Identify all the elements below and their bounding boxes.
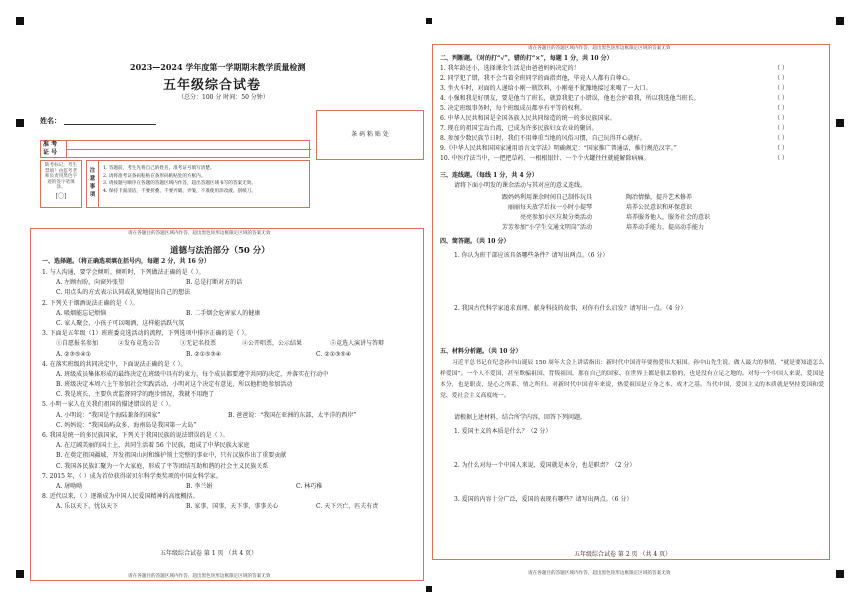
answer-paren[interactable]: （ ） — [774, 95, 788, 102]
material-prompt: 请根据上述材料，结合所学内容，回答下列问题。 — [454, 414, 587, 421]
answer-space[interactable] — [454, 472, 822, 494]
notes-label: 注 意 事 项 — [87, 161, 99, 207]
exam-title: 2023—2024 学年度第一学期期末教学质量检测 — [130, 62, 306, 72]
judge-item: 1. 我年龄还小，选择课余生活是由爸爸妈妈决定的！ — [440, 65, 580, 72]
judge-item: 4. 小强和我是好朋友，要是他当了班长，就算我犯了小错误，他也会护着我，所以我选他当班长。 — [440, 95, 700, 102]
option[interactable]: C. 我国各民族汇聚为一个大家庭，形成了平等团结互助和谐的社会主义民族关系 — [56, 462, 269, 470]
name-field[interactable] — [64, 124, 156, 125]
registration-mark — [16, 119, 24, 127]
material-question: 3. 爱国的内容十分广泛，爱国的表现有哪些？请写出两点。（6 分） — [454, 496, 633, 503]
page-footer: 五年级综合试卷 第 1 页 （共 4 页） — [160, 550, 258, 557]
name-label: 姓名： — [40, 116, 61, 125]
option[interactable]: C. 家人聚会，小孩子可以喝酒，这样能活跃气氛 — [56, 319, 185, 327]
question: 5. 小明一家人在关我们祖国的描述错误的是（ ）。 — [42, 401, 175, 409]
answer-paren[interactable]: （ ） — [774, 85, 788, 92]
answer-paren[interactable]: （ ） — [774, 135, 788, 142]
option[interactable]: A. 左顾右盼，向窗外张望 — [56, 279, 125, 287]
absent-checkbox[interactable]: [〇] — [55, 192, 67, 200]
grade-title: 五年级综合试卷 — [163, 78, 262, 93]
short-question: 2. 我国古代科学家追求真理、献身科技的故事，对你有什么启发？请写出一点。（4 分） — [454, 305, 687, 312]
registration-mark — [426, 586, 432, 592]
registration-mark — [836, 17, 844, 25]
material-question: 2. 为什么对每一个中国人来说，爱国就是本分，也是职责？（2 分） — [454, 462, 636, 469]
answer-space[interactable] — [454, 315, 822, 345]
id-grid-line — [67, 149, 311, 150]
material-text: 习近平总书记在纪念孙中山诞辰 150 周年大会上讲话指出：新时代中国青年要热爱伟大祖国。孙中山先生说，做人最大的事情，“就是要知道怎么样爱国”。一个人不爱国，甚至欺骗祖国、背叛祖国，那在自己的国家、在世界上都是很丢脸的，也是没有立足之地的。对每一个中国人来说，爱国是本分，也是职责，是心之所系、情之所归。对新时代中国青年来说，热爱祖国是立身之本、成才之基。当代中国，爱国主义的本质就是坚持爱国和爱党、爱社会主义高度统一。 — [440, 360, 824, 399]
question: 7. 2015 年，（ ）成为首位获得诺贝尔科学类奖项的中国女科学家。 — [42, 472, 222, 480]
absent-note: 缺考标记，考生禁填！由监考老师负责用黑色字迹的签字笔填涂。 — [44, 163, 78, 190]
answer-paren[interactable]: （ ） — [774, 65, 788, 72]
registration-mark — [836, 119, 844, 127]
option[interactable]: B. 爸爸说：“我国在亚洲的东部，太平洋的西岸” — [228, 411, 357, 419]
match-right-column — [626, 194, 710, 234]
match-right-item[interactable]: 培养公民意识和环保意识 — [626, 204, 693, 211]
id-grid[interactable] — [40, 140, 310, 158]
option[interactable]: A. 乐以天下、忧以天下 — [56, 503, 119, 511]
part1-title: 一、选择题。（将正确选项填在括号内，每题 2 分，共 16 分） — [42, 258, 210, 265]
barcode-box — [316, 110, 424, 160]
question: 3. 下面是五年级（1）班班委竞选活动的流程，下列选项中排序正确的是（ ）。 — [42, 330, 251, 338]
option[interactable]: B. 班级决定本周六上午参加社会实践活动，小明对这个决定有意见，所以他拒绝参加活动 — [56, 381, 293, 389]
answer-paren[interactable]: （ ） — [774, 145, 788, 152]
judge-item: 3. 坐火车时，对面的人递给小刚一瓶饮料，小刚毫不犹豫地接过来喝了一大口。 — [440, 85, 652, 92]
answer-paren[interactable]: （ ） — [774, 125, 788, 132]
match-right-item[interactable]: 培养服务他人，服务社会的意识 — [626, 214, 711, 221]
judge-item: 5. 决定班级事务时，每个班级成员都享有平等的权利。 — [440, 105, 586, 112]
answer-space[interactable] — [454, 262, 822, 302]
step-item: ①自愿报名参加 — [56, 340, 99, 348]
judge-item: 7. 现在的祖国宝岛台湾，已成为许多民族妇女农业的聚居。 — [440, 125, 598, 132]
question: 2. 下列关于烟酒说法正确的是（ ）。 — [42, 299, 139, 307]
part3-intro: 请将下面小明发的课余活动与其对应的意义连线。 — [454, 182, 587, 189]
judge-item: 8. 参加少数民族节日时，我们不用尊重当地的风俗习惯，自己玩得开心就好。 — [440, 135, 646, 142]
answer-paren[interactable]: （ ） — [774, 75, 788, 82]
option[interactable]: B. 李兰娟 — [186, 482, 213, 490]
option[interactable]: C. 妈妈说：“我国岛屿众多，海南岛是我国第一大岛” — [56, 421, 197, 429]
absent-mark-box[interactable] — [40, 160, 82, 208]
match-left-item[interactable]: 丽丽每天放学后拉一小时小提琴 — [507, 204, 592, 211]
registration-mark — [16, 570, 24, 578]
step-item: ③无记名投票 — [180, 340, 217, 348]
part4-title: 四、简答题。（共 10 分） — [440, 238, 510, 245]
option[interactable]: B. ②①⑤③④ — [186, 350, 222, 358]
option[interactable]: B. 家事、国事、天下事，事事关心 — [186, 503, 279, 511]
material-question: 1. 爱国主义的本质是什么？（2 分） — [454, 428, 552, 435]
option[interactable]: C. 我是班长，主要负责监督同学的跑步情况，我就不用跑了 — [56, 391, 215, 399]
step-item: ④公开唱票，公示结果 — [242, 340, 303, 348]
option[interactable]: C. 用点头的方式表示认同或礼貌地提出自己的想法 — [56, 289, 191, 297]
answer-paren[interactable]: （ ） — [774, 155, 788, 162]
page-footer: 五年级综合试卷 第 2 页 （共 4 页） — [574, 551, 672, 558]
judge-answer-column[interactable] — [774, 65, 788, 165]
match-left-item[interactable]: 跟妈妈利用课余时间自己制作玩具 — [501, 194, 592, 201]
answer-space[interactable] — [454, 438, 822, 460]
option[interactable]: C. ②①③⑤④ — [316, 350, 352, 358]
judge-item: 9.《中华人民共和国国家通用语言文字法》明确规定：“国家推广普通话，推行规范汉字。” — [440, 145, 677, 152]
part5-title: 五、材料分析题。（共 10 分） — [440, 348, 522, 355]
match-left-item[interactable]: 芳芳参加“小学生交通文明岗”活动 — [501, 224, 592, 231]
warning-note: 请在各题目的答题区域内作答，超出黑色矩形边框限定区域的答案无效 — [528, 46, 671, 51]
question: 8. 近代以来，（ ）逐渐成为中国人民爱国精神的高度概括。 — [42, 493, 199, 501]
id-label: 准 考 证 号 — [41, 141, 67, 157]
judge-item: 6. 中华人民共和国是全国各族人民共同缔造的统一的多民族国家。 — [440, 115, 616, 122]
score-line: （总分：100 分 时间：50 分钟） — [178, 94, 269, 101]
registration-mark — [836, 570, 844, 578]
judge-list — [440, 65, 826, 165]
answer-space[interactable] — [454, 506, 822, 546]
option[interactable]: A. 屠呦呦 — [56, 482, 83, 490]
choice-questions — [42, 269, 420, 511]
note-item: 2. 请将准考证条码粘贴在条形码粘贴处的方框内。 — [103, 173, 206, 179]
warning-note: 请在各题目的答题区域内作答，超出黑色矩形边框限定区域的答案无效 — [528, 571, 671, 576]
note-item: 1. 答题前，考生先将自己的姓名、准考证号填写清楚。 — [103, 166, 215, 171]
match-left-item[interactable]: 亮亮参加小区垃圾分类活动 — [519, 214, 592, 221]
match-right-item[interactable]: 培养动手能力，提高动手能力 — [626, 224, 705, 231]
part2-title: 二、判断题。（对的打“√”，错的打“×”，每题 1 分，共 10 分） — [440, 55, 613, 62]
question: 6. 我国是统一的多民族国家，下列关于我国民族的说法错误的是（ ）。 — [42, 432, 229, 439]
note-item: 3. 请按题号顺序在各题的答题区域内作答，超出答题区域书写的答案无效。 — [103, 181, 256, 186]
question: 1. 与人沟通，要学会倾听。倾听时，下列做法正确的是（ ）。 — [42, 269, 205, 276]
part3-title: 三、连线题。（每线 1 分，共 4 分） — [440, 172, 538, 179]
step-item: ②发布竞选公告 — [118, 340, 161, 348]
notes-box — [86, 160, 310, 208]
option[interactable]: B. 二手烟会危害家人的健康 — [186, 309, 261, 317]
match-right-item[interactable]: 陶冶情操，提升艺术修养 — [626, 194, 693, 201]
note-item: 4. 保持卡面清洁，不要折叠、不要弄破、弄皱，不准使用涂改液、刮纸刀。 — [103, 188, 256, 194]
step-item: ⑤竞选人演讲与答辩 — [330, 340, 385, 348]
option[interactable]: B. 总是打断对方的话 — [186, 279, 243, 287]
barcode-label: 条 码 粘 贴 处 — [351, 131, 389, 138]
registration-mark — [16, 17, 24, 25]
answer-paren[interactable]: （ ） — [774, 105, 788, 112]
answer-paren[interactable]: （ ） — [774, 115, 788, 122]
short-question: 1. 你认为班干部应该具备哪些条件？请写出两点。（6 分） — [454, 252, 609, 259]
option[interactable]: B. 在奠定祖国疆域、开发祖国山河和维护领土完整的事业中，只有汉族作出了重要贡献 — [56, 452, 287, 460]
section-title: 道德与法治部分（50 分） — [170, 246, 270, 256]
option[interactable]: C. 林巧稚 — [296, 482, 323, 490]
registration-mark — [426, 18, 432, 24]
option[interactable]: A. 小明说：“我国是个海陆兼备的国家” — [56, 411, 161, 419]
warning-note: 请在各题目的答题区域内作答，超出黑色矩形边框限定区域的答案无效 — [128, 574, 271, 579]
question: 4. 在落实班级的共同决定中，下面说法正确的是（ ）。 — [42, 360, 187, 368]
option[interactable]: A. 班级成员集体形成的最终决定在班级中具有约束力，每个成员都要遵守共同的决定，并落实在行动中 — [56, 370, 329, 378]
warning-note: 请在各题目的答题区域内作答，超出黑色矩形边框限定区域的答案无效 — [128, 231, 271, 236]
option[interactable]: A. ②③⑤④① — [56, 350, 92, 358]
option[interactable]: A. 吸烟能忘记烦恼 — [56, 309, 107, 317]
judge-item: 2. 同学犯了错，我不会当着全班同学的面指责他，毕竟人人都有自尊心。 — [440, 75, 634, 82]
match-left-column — [452, 194, 592, 234]
option[interactable]: A. 在辽阔美丽的国土上，共同生活着 56 个民族，组成了中华民族大家庭 — [56, 442, 250, 450]
judge-item: 10. 中医疗法当中，一把把草药、一根根银针、一个个火罐往往就能解除病痛。 — [440, 155, 650, 162]
option[interactable]: C. 天下兴亡，匹夫有责 — [316, 503, 379, 511]
